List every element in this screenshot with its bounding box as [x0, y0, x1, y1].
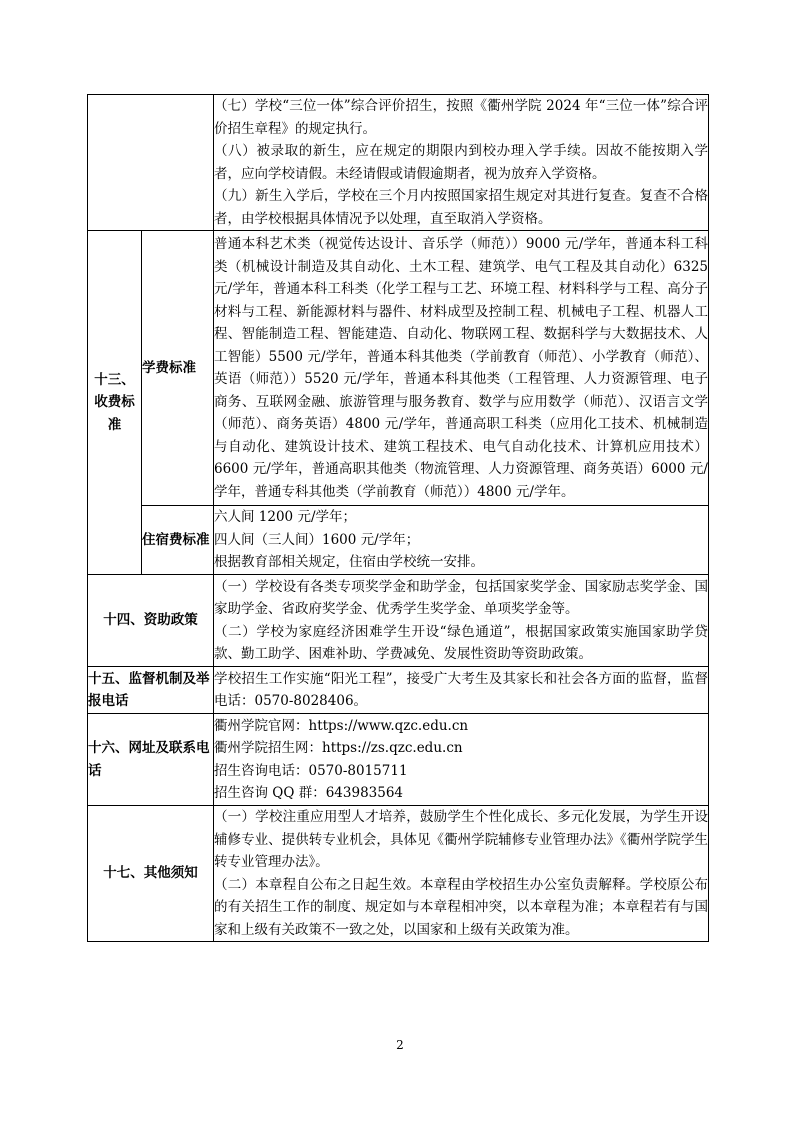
row-financial-aid-content — [214, 575, 709, 667]
dorm-content — [214, 506, 709, 575]
paragraph: （一）学校注重应用型人才培养，鼓励学生个性化成长、多元化发展，为学生开设辅修专业、提供转专业机会，具体见《衢州学院辅修专业管理办法》《衢州学院学生转专业管理办法》。 — [214, 809, 708, 870]
paragraph: 学校招生工作实施“阳光工程”，接受广大考生及其家长和社会各方面的监督，监督电话：0570-8028406。 — [214, 670, 708, 709]
tuition-label: 学费标准 — [142, 231, 214, 506]
consult-phone-line: 招生咨询电话：0570-8015711 — [214, 762, 408, 779]
row-fees-label: 十三、收费标准 — [88, 231, 142, 575]
paragraph: （二）学校为家庭经济困难学生开设“绿色通道”，根据国家政策实施国家助学贷款、勤工助学、困难补助、学费减免、发展性资助等资助政策。 — [214, 623, 708, 662]
official-website-line: 衢州学院官网：https://www.qzc.edu.cn — [214, 717, 469, 734]
row-financial-aid — [88, 575, 709, 667]
dorm-label: 住宿费标准 — [142, 506, 214, 575]
row-admission-rules-content — [214, 95, 709, 231]
row-contact-label: 十六、网址及联系电话 — [88, 714, 214, 806]
paragraph: 六人间 1200 元/学年； — [214, 509, 356, 526]
paragraph: （二）本章程自公布之日起生效。本章程由学校招生办公室负责解释。学校原公布的有关招生工作的制度、规定如与本章程相冲突，以本章程为准；本章程若有与国家和上级有关政策不一致之处，以国家和上级有关政策为准。 — [214, 876, 708, 938]
row-fees-tuition — [88, 231, 709, 506]
tuition-content — [214, 231, 709, 506]
qq-group-line: 招生咨询 QQ 群：643983564 — [214, 785, 404, 801]
paragraph: （九）新生入学后，学校在三个月内按照国家招生规定对其进行复查。复查不合格者，由学校根据具体情况予以处理，直至取消入学资格。 — [214, 188, 708, 227]
paragraph: 四人间（三人间）1600 元/学年； — [214, 531, 420, 548]
page-number: 2 — [396, 1038, 404, 1052]
row-other-notes-content — [214, 806, 709, 942]
paragraph: 普通本科艺术类（视觉传达设计、音乐学（师范））9000 元/学年，普通本科工科类（机械设计制造及其自动化、土木工程、建筑学、电气工程及其自动化）6325 元/学年，普通本科工科类（化学工程与工艺、环境工程、材料科学与工程、高分子材料与工程、新能源材料与器件、材料成型及控制工程、机械电子工程、机器人工程、智能制造工程、智能建造、自动化、物联网工程、数据科学与大数据技术、人工智能）5500 元/学年，普通本科其他类（学前教育（师范）、小学教育（师范）、英语（师范））5520 元/学年，普通本科其他类（工程管理、人力资源管理、电子商务、互联网金融、旅游管理与服务教育、数学与应用数学（师范）、汉语言文学（师范）、商务英语）4800 元/学年，普通高职工科类（应用化工技术、机械制造与自动化、建筑设计技术、建筑工程技术、电气自动化技术、计算机应用技术）6600 元/学年，普通高职其他类（物流管理、人力资源管理、商务英语）6000 元/学年，普通专科其他类（学前教育（师范））4800 元/学年。 — [214, 236, 708, 500]
row-financial-aid-label: 十四、资助政策 — [88, 575, 214, 667]
admission-website-line: 衢州学院招生网：https://zs.qzc.edu.cn — [214, 740, 463, 756]
row-supervision — [88, 667, 709, 714]
row-supervision-content — [214, 667, 709, 714]
paragraph: （八）被录取的新生，应在规定的期限内到校办理入学手续。因故不能按期入学者，应向学校请假。未经请假或请假逾期者，视为放弃入学资格。 — [214, 143, 708, 182]
row-other-notes — [88, 806, 709, 942]
row-contact-content — [214, 714, 709, 806]
row-admission-rules-label — [88, 95, 214, 231]
row-other-notes-label: 十七、其他须知 — [88, 806, 214, 942]
paragraph: （七）学校“三位一体”综合评价招生，按照《衢州学院 2024 年“三位一体”综合评价招生章程》的规定执行。 — [214, 98, 708, 137]
paragraph: （一）学校设有各类专项奖学金和助学金，包括国家奖学金、国家励志奖学金、国家助学金、省政府奖学金、优秀学生奖学金、单项奖学金等。 — [214, 578, 708, 617]
row-contact — [88, 714, 709, 806]
row-admission-rules — [88, 95, 709, 231]
paragraph: 根据教育部相关规定，住宿由学校统一安排。 — [214, 554, 484, 571]
row-supervision-label: 十五、监督机制及举报电话 — [88, 667, 214, 714]
admission-charter-table — [87, 94, 709, 942]
row-fees-dorm — [88, 506, 709, 575]
